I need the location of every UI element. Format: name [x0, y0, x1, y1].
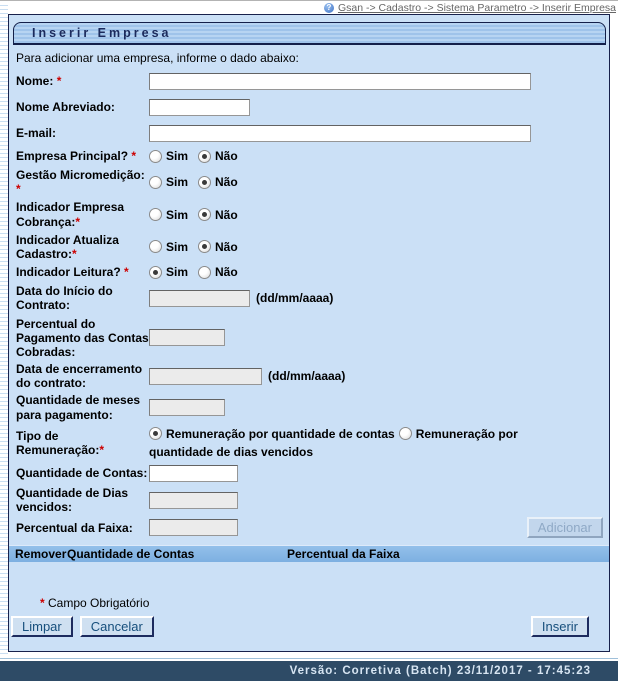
field-row-percentual-pagamento [16, 317, 607, 359]
footer-separator [0, 658, 618, 659]
field-row-indicador-atualiza-cadastro [16, 233, 607, 261]
quantidade-dias-input[interactable] [149, 492, 238, 509]
remuneracao-contas-label: Remuneração por quantidade de contas [166, 426, 395, 441]
gestao-micromedicao-nao-label: Não [215, 175, 238, 190]
indicador-atualiza-cadastro-sim-label: Sim [166, 239, 189, 254]
data-encerramento-format-hint: (dd/mm/aaaa) [268, 369, 346, 384]
left-edge-stripes [0, 2, 8, 657]
required-asterisk: * [72, 246, 77, 261]
cancelar-button[interactable]: Cancelar [80, 616, 154, 637]
indicador-leitura-label: Indicador Leitura? * [16, 265, 129, 280]
quantidade-meses-input[interactable] [149, 399, 225, 416]
email-input[interactable] [149, 125, 531, 142]
footer-bar [0, 661, 618, 681]
field-row-indicador-empresa-cobranca [16, 200, 607, 228]
data-encerramento-input[interactable] [149, 368, 262, 385]
required-asterisk: * [40, 596, 45, 610]
required-field-note: * Campo Obrigatório [40, 596, 150, 610]
page-title: Inserir Empresa [32, 26, 172, 40]
nome-input[interactable] [149, 73, 531, 90]
limpar-button[interactable]: Limpar [11, 616, 73, 637]
indicador-leitura-nao-label: Não [215, 265, 238, 280]
breadcrumb [0, 0, 618, 14]
remuneracao-dias-radio[interactable] [399, 427, 412, 440]
quantidade-contas-label: Quantidade de Contas: [16, 466, 148, 481]
email-label: E-mail: [16, 126, 57, 141]
field-row-tipo-remuneracao [16, 425, 607, 462]
table-header-percentual-faixa: Percentual da Faixa [287, 547, 400, 562]
indicador-leitura-sim-radio[interactable] [149, 266, 162, 279]
percentual-faixa-input[interactable] [149, 519, 238, 536]
gestao-micromedicao-nao-radio[interactable] [198, 176, 211, 189]
required-asterisk: * [124, 265, 129, 280]
field-row-quantidade-meses [16, 393, 607, 421]
percentual-pagamento-label: Percentual do Pagamento das Contas Cobradas: [16, 316, 149, 359]
field-row-data-inicio [16, 284, 607, 312]
field-row-indicador-leitura [16, 265, 607, 279]
tipo-remuneracao-label: Tipo de Remuneração:* [16, 429, 105, 458]
field-row-email [16, 125, 607, 142]
indicador-leitura-sim-label: Sim [166, 265, 189, 280]
field-row-nome [16, 73, 607, 90]
empresa-principal-nao-radio[interactable] [198, 150, 211, 163]
percentual-pagamento-input[interactable] [149, 329, 225, 346]
data-inicio-format-hint: (dd/mm/aaaa) [256, 291, 334, 306]
required-asterisk: * [99, 443, 105, 458]
nome-label: Nome: * [16, 74, 62, 89]
insert-company-panel [8, 14, 610, 652]
table-header-remover: Remover [15, 547, 67, 562]
gestao-micromedicao-sim-label: Sim [166, 175, 189, 190]
panel-title-bar [13, 22, 606, 45]
inserir-button[interactable]: Inserir [531, 616, 589, 637]
version-text: Versão: Corretiva (Batch) 23/11/2017 - 17:45:23 [289, 665, 591, 677]
required-asterisk: * [131, 149, 137, 163]
quantidade-dias-label: Quantidade de Dias vencidos: [16, 485, 129, 514]
indicador-atualiza-cadastro-nao-label: Não [215, 239, 238, 254]
indicador-atualiza-cadastro-label: Indicador Atualiza Cadastro:* [16, 232, 119, 261]
indicador-atualiza-cadastro-sim-radio[interactable] [149, 240, 162, 253]
form-instruction: Para adicionar uma empresa, informe o dado abaixo: [16, 51, 299, 65]
empresa-principal-sim-radio[interactable] [149, 150, 162, 163]
empresa-principal-sim-label: Sim [166, 149, 189, 164]
gestao-micromedicao-label: Gestão Micromedição: * [16, 168, 145, 197]
breadcrumb-link[interactable]: Gsan -> Cadastro -> Sistema Parametro -> Inserir Empresa [337, 1, 616, 14]
data-inicio-input[interactable] [149, 290, 250, 307]
nome-abreviado-label: Nome Abreviado: [16, 100, 115, 115]
indicador-empresa-cobranca-nao-label: Não [215, 207, 238, 222]
adicionar-button[interactable]: Adicionar [527, 517, 603, 538]
data-encerramento-label: Data de encerramento do contrato: [16, 362, 143, 391]
required-asterisk: * [75, 214, 81, 229]
tipo-remuneracao-options [149, 425, 541, 462]
quantidade-contas-input[interactable] [149, 465, 238, 482]
indicador-atualiza-cadastro-nao-radio[interactable] [198, 240, 211, 253]
empresa-principal-label: Empresa Principal? * [16, 149, 137, 163]
field-row-quantidade-dias [16, 486, 607, 514]
field-row-data-encerramento [16, 362, 607, 390]
field-row-percentual-faixa [16, 517, 607, 538]
nome-abreviado-input[interactable] [149, 99, 250, 116]
required-asterisk: * [16, 182, 21, 197]
gestao-micromedicao-sim-radio[interactable] [149, 176, 162, 189]
empresa-principal-nao-label: Não [215, 149, 238, 164]
indicador-empresa-cobranca-label: Indicador Empresa Cobrança:* [16, 200, 125, 229]
indicador-empresa-cobranca-sim-label: Sim [166, 207, 189, 222]
table-header-quantidade-contas: Quantidade de Contas [67, 547, 195, 562]
required-asterisk: * [56, 74, 62, 89]
indicador-empresa-cobranca-nao-radio[interactable] [198, 208, 211, 221]
data-inicio-label: Data do Início do Contrato: [16, 284, 113, 313]
field-row-nome-abreviado [16, 99, 607, 116]
field-row-gestao-micromedicao [16, 168, 607, 196]
indicador-leitura-nao-radio[interactable] [198, 266, 211, 279]
help-icon[interactable]: ? [324, 3, 334, 13]
quantidade-meses-label: Quantidade de meses para pagamento: [16, 393, 141, 422]
field-row-empresa-principal [16, 149, 607, 163]
indicador-empresa-cobranca-sim-radio[interactable] [149, 208, 162, 221]
faixas-table-header [9, 545, 609, 562]
remuneracao-dias-label: Remuneração por quantidade de dias vencidos [149, 426, 518, 460]
percentual-faixa-label: Percentual da Faixa: [16, 520, 133, 535]
field-row-quantidade-contas [16, 465, 607, 482]
remuneracao-contas-radio[interactable] [149, 427, 162, 440]
